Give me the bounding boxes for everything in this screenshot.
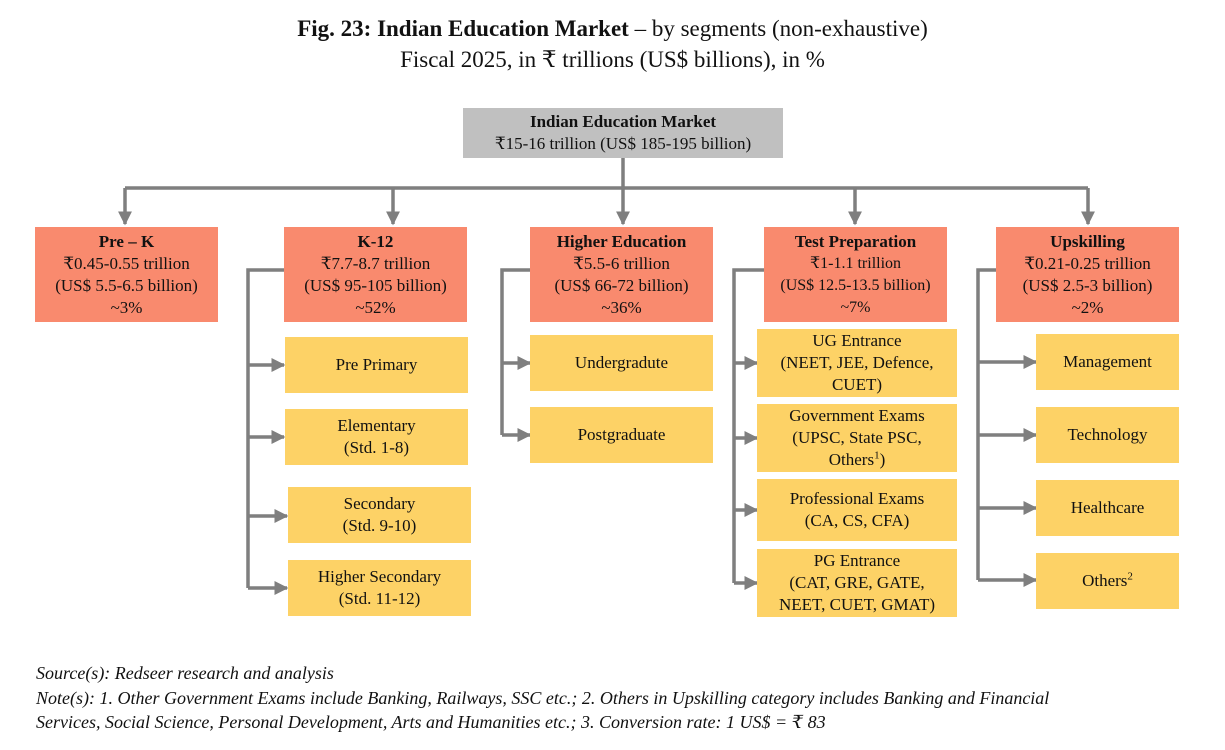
- segment-usd: (US$ 95-105 billion): [304, 275, 447, 295]
- segment-share: ~36%: [601, 297, 642, 317]
- segment-k12: [284, 227, 467, 322]
- root-name: Indian Education Market: [529, 112, 717, 131]
- figure-title-rest: – by segments (non-exhaustive): [628, 16, 928, 41]
- segment-share: ~2%: [1071, 297, 1104, 317]
- subsegment-detail: (Std. 1-8): [343, 438, 410, 457]
- segment-share: ~7%: [840, 298, 871, 316]
- segment-share: ~52%: [355, 297, 396, 317]
- subsegment-label: Healthcare: [1070, 498, 1145, 517]
- segment-inr: ₹0.45-0.55 trillion: [63, 253, 190, 273]
- segment-usd: (US$ 2.5-3 billion): [1022, 275, 1153, 295]
- subsegment-label-text: Others: [1082, 571, 1128, 590]
- subsegment-label: Undergradute: [574, 353, 669, 372]
- subsegment-postgraduate: [530, 407, 713, 463]
- higher-ed-branch-line: [502, 270, 530, 435]
- subsegment-detail: [829, 449, 886, 471]
- figure-subtitle: Fiscal 2025, in ₹ trillions (US$ billions), in %: [400, 47, 825, 72]
- subsegment-detail: NEET, CUET, GMAT): [778, 595, 936, 614]
- segment-upskilling: [996, 227, 1179, 322]
- footnote-marker: 1: [874, 449, 880, 462]
- subsegment-label: Higher Secondary: [317, 567, 442, 586]
- subsegment-label: Postgraduate: [577, 425, 666, 444]
- subsegment-label: Technology: [1067, 425, 1148, 444]
- subsegment-others: [1036, 553, 1179, 609]
- root-value: ₹15-16 trillion (US$ 185-195 billion): [494, 134, 752, 153]
- subsegment-pg-entrance: [757, 549, 957, 617]
- subsegment-label: Secondary: [343, 494, 416, 513]
- segment-test-preparation: [764, 227, 947, 322]
- subsegment-detail: (UPSC, State PSC,: [792, 428, 922, 447]
- k12-branch-line: [248, 270, 284, 588]
- segment-pre-k: [35, 227, 218, 322]
- segment-inr: ₹7.7-8.7 trillion: [320, 253, 431, 273]
- subsegment-detail-tail: ): [879, 450, 886, 469]
- subsegment-detail: (CAT, GRE, GATE,: [789, 573, 925, 592]
- segment-name: Pre – K: [98, 231, 155, 251]
- segment-name: Higher Education: [556, 231, 687, 251]
- notes-line-2: Services, Social Science, Personal Development, Arts and Humanities etc.; 3. Conversion rate: 1 US$ = ₹ 83: [36, 712, 826, 732]
- subsegment-undergraduate: [530, 335, 713, 391]
- upskilling-branch-line: [978, 270, 996, 580]
- source-note: Source(s): Redseer research and analysis: [36, 663, 334, 683]
- subsegment-technology: [1036, 407, 1179, 463]
- subsegment-healthcare: [1036, 480, 1179, 536]
- segment-name: Test Preparation: [794, 231, 917, 251]
- segment-inr: ₹0.21-0.25 trillion: [1024, 253, 1151, 273]
- subsegment-detail: CUET): [831, 375, 883, 394]
- segment-usd: (US$ 5.5-6.5 billion): [55, 275, 198, 295]
- subsegment-ug-entrance: [757, 329, 957, 397]
- segment-inr: ₹1-1.1 trillion: [809, 254, 902, 272]
- segment-inr: ₹5.5-6 trillion: [573, 253, 670, 273]
- subsegment-management: [1036, 334, 1179, 390]
- subsegment-government-exams: [757, 404, 957, 472]
- subsegment-label: Pre Primary: [335, 355, 418, 374]
- segment-usd: (US$ 66-72 billion): [554, 275, 689, 295]
- subsegment-detail: (NEET, JEE, Defence,: [780, 353, 934, 372]
- subsegment-detail: (CA, CS, CFA): [804, 511, 910, 530]
- subsegment-label: [1082, 570, 1133, 592]
- subsegment-label: Government Exams: [789, 406, 925, 425]
- subsegment-label: Management: [1063, 352, 1152, 371]
- subsegment-label: UG Entrance: [812, 331, 902, 350]
- subsegment-professional-exams: [757, 479, 957, 541]
- segment-share: ~3%: [110, 297, 143, 317]
- segment-name: K-12: [357, 231, 394, 251]
- subsegment-detail: (Std. 11-12): [338, 589, 421, 608]
- subsegment-detail: (Std. 9-10): [342, 516, 417, 535]
- subsegment-label: Professional Exams: [789, 489, 925, 508]
- subsegment-label: PG Entrance: [813, 551, 901, 570]
- subsegment-detail-text: Others: [828, 450, 875, 469]
- footnote-marker: 2: [1127, 570, 1133, 583]
- figure-label: Fig. 23: Indian Education Market: [297, 16, 629, 41]
- segment-higher-education: [530, 227, 713, 322]
- root-node: [463, 108, 783, 158]
- subsegment-secondary: [288, 487, 471, 543]
- segment-name: Upskilling: [1050, 231, 1125, 251]
- subsegment-pre-primary: [285, 337, 468, 393]
- notes-line-1: Note(s): 1. Other Government Exams include Banking, Railways, SSC etc.; 2. Others in Upskilling category includes Banking and Financial: [36, 688, 1050, 708]
- subsegment-elementary: [285, 409, 468, 465]
- subsegment-higher-secondary: [288, 560, 471, 616]
- segment-usd: (US$ 12.5-13.5 billion): [780, 276, 931, 294]
- subsegment-label: Elementary: [337, 416, 416, 435]
